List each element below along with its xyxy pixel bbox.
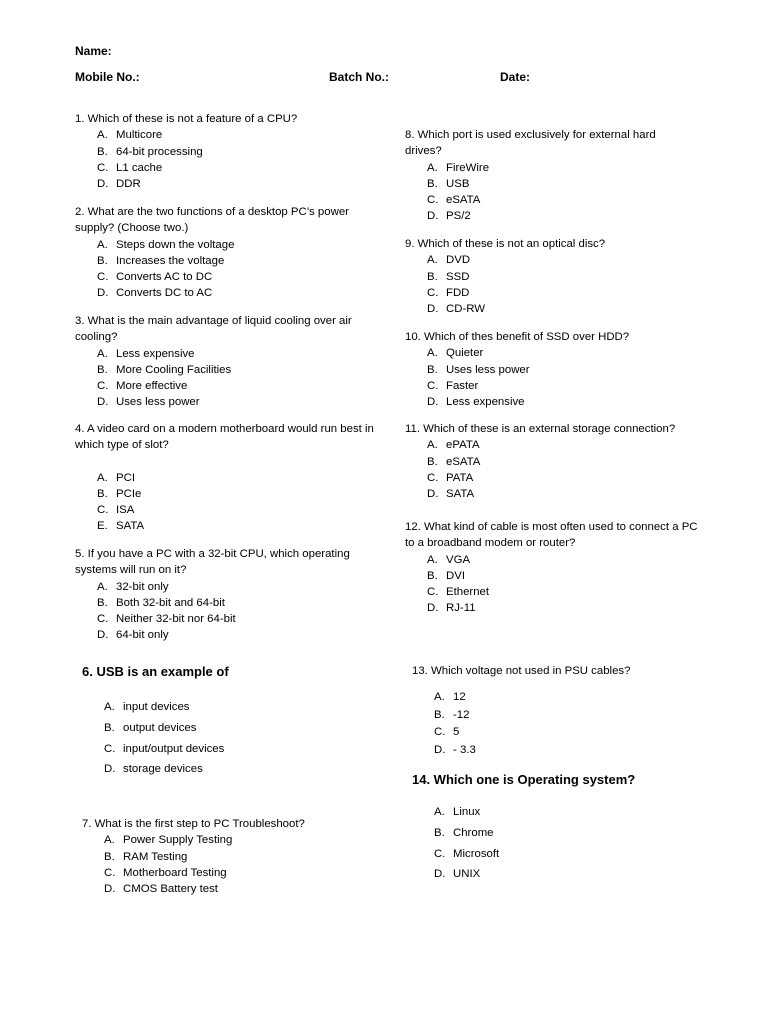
name-label: Name: — [75, 44, 112, 58]
option-b — [412, 707, 712, 725]
options-list — [412, 689, 712, 759]
option-text: PCI — [116, 471, 135, 484]
option-letter: C. — [97, 380, 109, 393]
option-letter: A. — [427, 553, 438, 566]
option-text: DDR — [116, 178, 141, 191]
options-list — [75, 127, 385, 192]
option-letter: D. — [97, 287, 109, 300]
options-list — [405, 252, 705, 317]
option-text: 5 — [453, 726, 460, 739]
option-b — [82, 849, 382, 865]
options-list — [405, 345, 705, 410]
option-text: Quieter — [446, 347, 484, 360]
option-letter: A. — [97, 347, 108, 360]
option-b — [75, 595, 375, 611]
option-a — [82, 699, 382, 720]
option-letter: A. — [97, 580, 108, 593]
option-d — [75, 176, 385, 192]
option-letter: C. — [427, 379, 439, 392]
question-5 — [75, 546, 375, 644]
question-8 — [405, 127, 695, 225]
question-9 — [405, 236, 705, 317]
question-text: 9. Which of these is not an optical disc? — [405, 238, 606, 250]
option-c — [75, 378, 370, 394]
option-letter: A. — [427, 161, 438, 174]
question-6 — [82, 663, 382, 782]
option-letter: C. — [97, 504, 109, 517]
option-letter: C. — [104, 866, 116, 879]
option-letter: D. — [427, 303, 439, 316]
options-list — [405, 437, 725, 502]
option-text: Converts DC to AC — [116, 287, 213, 300]
option-text: SATA — [116, 520, 145, 533]
option-a — [82, 832, 382, 848]
question-14 — [412, 771, 732, 887]
option-d — [405, 301, 705, 317]
option-d — [405, 600, 705, 616]
option-c — [405, 584, 705, 600]
option-letter: B. — [427, 177, 438, 190]
option-text: eSATA — [446, 455, 481, 468]
option-letter: A. — [104, 701, 115, 713]
option-letter: B. — [97, 487, 108, 500]
option-text: Uses less power — [446, 363, 530, 376]
option-a — [405, 345, 705, 361]
mobile-label: Mobile No.: — [75, 70, 140, 84]
options-list — [412, 804, 732, 887]
option-letter: C. — [97, 613, 109, 626]
option-text: 32-bit only — [116, 580, 169, 593]
question-text: 10. Which of thes benefit of SSD over HDD? — [405, 331, 630, 343]
question-4 — [75, 421, 375, 535]
option-a — [75, 579, 375, 595]
option-text: PCIe — [116, 487, 142, 500]
question-10 — [405, 329, 705, 410]
option-text: More Cooling Facilities — [116, 363, 232, 376]
question-text: 14. Which one is Operating system? — [412, 772, 636, 787]
option-letter: D. — [434, 743, 446, 756]
option-c — [82, 865, 382, 881]
option-text: ePATA — [446, 439, 480, 452]
option-letter: A. — [104, 834, 115, 847]
option-c — [82, 741, 382, 762]
option-text: -12 — [453, 708, 470, 721]
option-text: RAM Testing — [123, 850, 188, 863]
option-c — [75, 160, 385, 176]
option-c — [75, 269, 365, 285]
option-a — [75, 346, 370, 362]
question-text: 5. If you have a PC with a 32-bit CPU, which operating systems will run on it? — [75, 548, 350, 577]
question-3 — [75, 313, 370, 411]
option-d — [82, 761, 382, 782]
option-text: UNIX — [453, 868, 481, 881]
question-11 — [405, 421, 725, 502]
question-text: 11. Which of these is an external storage connection? — [405, 423, 676, 435]
option-a — [405, 552, 705, 568]
option-text: input devices — [123, 701, 190, 713]
option-letter: A. — [427, 439, 438, 452]
option-letter: D. — [104, 883, 116, 896]
option-letter: C. — [104, 742, 116, 755]
option-text: SSD — [446, 270, 470, 283]
option-letter: C. — [97, 161, 109, 174]
question-2 — [75, 204, 365, 302]
option-b — [75, 253, 365, 269]
option-c — [405, 378, 705, 394]
option-text: USB — [446, 177, 470, 190]
option-letter: D. — [104, 763, 116, 776]
option-a — [405, 437, 725, 453]
option-letter: B. — [104, 850, 115, 863]
option-letter: C. — [427, 586, 439, 599]
option-text: 12 — [453, 691, 466, 704]
option-letter: A. — [434, 806, 445, 818]
question-13 — [412, 663, 712, 759]
option-letter: C. — [427, 471, 439, 484]
option-b — [75, 144, 385, 160]
question-text: 12. What kind of cable is most often used to connect a PC to a broadband modem or router? — [405, 521, 698, 550]
option-c — [405, 470, 725, 486]
option-letter: E. — [97, 520, 108, 533]
option-text: storage devices — [123, 763, 203, 776]
option-letter: C. — [434, 847, 446, 860]
option-text: Uses less power — [116, 396, 200, 409]
option-b — [405, 568, 705, 584]
option-letter: D. — [97, 629, 109, 642]
option-text: Ethernet — [446, 586, 490, 599]
options-list — [82, 699, 382, 782]
option-c — [405, 192, 695, 208]
option-text: PS/2 — [446, 210, 471, 223]
batch-label: Batch No.: — [329, 70, 389, 84]
option-letter: B. — [427, 363, 438, 376]
option-text: - 3.3 — [453, 743, 476, 756]
option-letter: B. — [97, 596, 108, 609]
option-letter: D. — [97, 396, 109, 409]
option-c — [412, 724, 712, 742]
option-letter: B. — [427, 455, 438, 468]
option-d — [75, 627, 375, 643]
option-letter: C. — [434, 726, 446, 739]
option-letter: C. — [97, 271, 109, 284]
options-list — [75, 470, 375, 535]
question-text: 7. What is the first step to PC Troubleshoot? — [82, 818, 305, 830]
option-b — [405, 454, 725, 470]
option-b — [412, 825, 732, 846]
option-letter: D. — [427, 602, 439, 615]
option-d — [75, 394, 370, 410]
option-a — [405, 252, 705, 268]
options-list — [75, 346, 370, 411]
option-b — [75, 486, 375, 502]
option-text: DVI — [446, 569, 465, 582]
question-text: 13. Which voltage not used in PSU cables? — [412, 665, 631, 677]
option-a — [75, 470, 375, 486]
option-letter: C. — [427, 194, 439, 207]
option-text: FireWire — [446, 161, 490, 174]
options-list — [75, 237, 365, 302]
option-d — [412, 742, 712, 760]
option-text: eSATA — [446, 194, 481, 207]
option-text: DVD — [446, 254, 471, 267]
option-text: output devices — [123, 721, 197, 734]
option-text: SATA — [446, 488, 475, 501]
question-text: 4. A video card on a modern motherboard would run best in which type of slot? — [75, 423, 374, 452]
option-text: Less expensive — [446, 396, 525, 409]
option-text: 64-bit only — [116, 629, 169, 642]
question-12 — [405, 519, 705, 617]
option-a — [75, 237, 365, 253]
date-label: Date: — [500, 70, 531, 84]
option-text: Linux — [453, 806, 481, 818]
option-b — [82, 720, 382, 741]
option-text: Converts AC to DC — [116, 271, 213, 284]
option-text: More effective — [116, 380, 188, 393]
option-text: Power Supply Testing — [123, 834, 233, 847]
option-text: Steps down the voltage — [116, 238, 235, 251]
option-text: Chrome — [453, 826, 494, 839]
question-text: 2. What are the two functions of a desktop PC’s power supply? (Choose two.) — [75, 206, 349, 235]
option-text: FDD — [446, 286, 470, 299]
option-text: Motherboard Testing — [123, 866, 227, 879]
option-letter: A. — [97, 129, 108, 142]
option-text: Increases the voltage — [116, 254, 225, 267]
option-text: Neither 32-bit nor 64-bit — [116, 613, 236, 626]
option-letter: B. — [97, 363, 108, 376]
question-text: 3. What is the main advantage of liquid cooling over air cooling? — [75, 315, 352, 344]
option-b — [405, 269, 705, 285]
question-text: 6. USB is an example of — [82, 664, 229, 679]
option-letter: B. — [434, 826, 445, 839]
option-letter: A. — [427, 254, 438, 267]
question-text: 8. Which port is used exclusively for external hard drives? — [405, 129, 656, 158]
question-7 — [82, 816, 382, 897]
option-letter: D. — [97, 178, 109, 191]
option-letter: B. — [427, 270, 438, 283]
option-c — [412, 846, 732, 867]
option-b — [405, 176, 695, 192]
option-text: CMOS Battery test — [123, 883, 218, 896]
option-text: 64-bit processing — [116, 145, 203, 158]
option-text: Microsoft — [453, 847, 500, 860]
question-1 — [75, 111, 385, 192]
option-d — [405, 486, 725, 502]
option-text: Multicore — [116, 129, 163, 142]
options-list — [82, 832, 382, 897]
option-text: Both 32-bit and 64-bit — [116, 596, 225, 609]
option-b — [405, 362, 705, 378]
option-text: RJ-11 — [446, 602, 476, 615]
option-letter: C. — [427, 286, 439, 299]
option-letter: D. — [427, 210, 439, 223]
option-letter: A. — [434, 691, 445, 704]
option-d — [412, 866, 732, 887]
option-letter: A. — [97, 471, 108, 484]
option-a — [405, 160, 695, 176]
option-text: PATA — [446, 471, 474, 484]
option-e — [75, 518, 375, 534]
option-text: ISA — [116, 504, 135, 517]
option-letter: B. — [434, 708, 445, 721]
option-d — [405, 394, 705, 410]
option-letter: D. — [427, 488, 439, 501]
option-d — [82, 881, 382, 897]
options-list — [405, 552, 705, 617]
option-c — [405, 285, 705, 301]
option-text: Less expensive — [116, 347, 195, 360]
option-letter: A. — [97, 238, 108, 251]
option-text: input/output devices — [123, 742, 225, 755]
question-text: 1. Which of these is not a feature of a CPU? — [75, 113, 298, 125]
option-letter: B. — [97, 254, 108, 267]
option-letter: B. — [97, 145, 108, 158]
option-c — [75, 611, 375, 627]
option-text: L1 cache — [116, 161, 163, 174]
option-c — [75, 502, 375, 518]
option-a — [412, 804, 732, 825]
option-text: CD-RW — [446, 303, 486, 316]
option-d — [405, 208, 695, 224]
option-b — [75, 362, 370, 378]
option-letter: D. — [434, 868, 446, 881]
option-letter: A. — [427, 347, 438, 360]
option-a — [75, 127, 385, 143]
option-d — [75, 285, 365, 301]
option-text: VGA — [446, 553, 471, 566]
option-a — [412, 689, 712, 707]
option-text: Faster — [446, 379, 479, 392]
options-list — [75, 579, 375, 644]
options-list — [405, 160, 695, 225]
option-letter: D. — [427, 396, 439, 409]
option-letter: B. — [104, 721, 115, 734]
option-letter: B. — [427, 569, 438, 582]
